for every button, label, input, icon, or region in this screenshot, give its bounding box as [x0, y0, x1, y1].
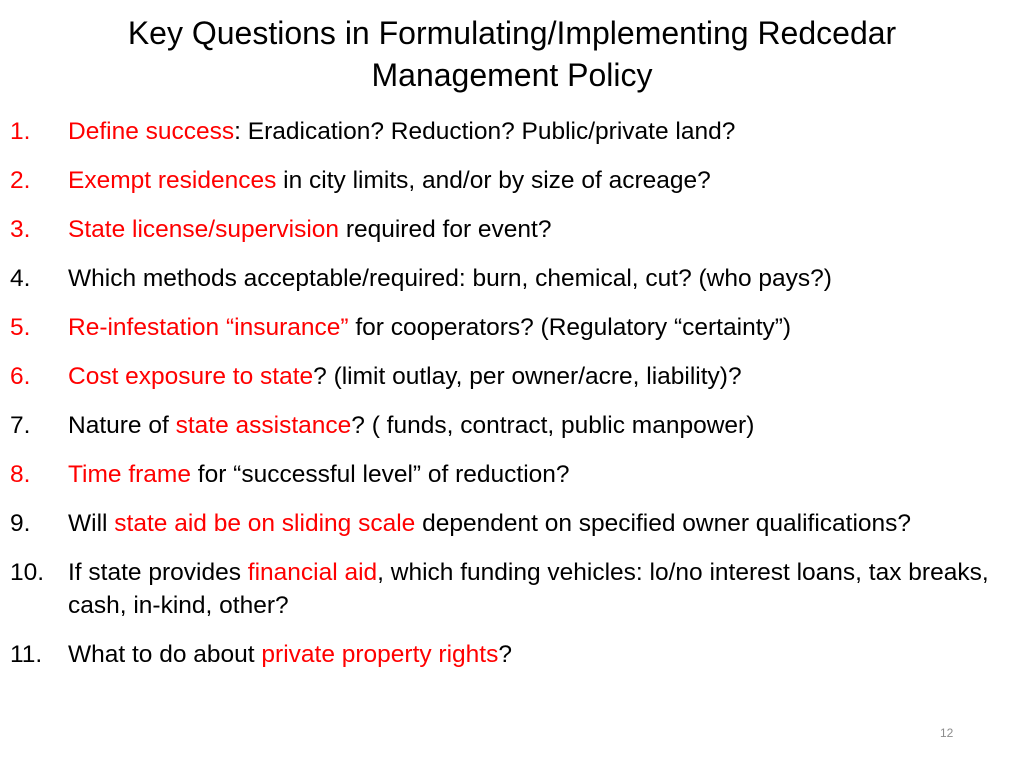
- item-text: [68, 164, 1020, 197]
- item-number: 11.: [10, 641, 43, 668]
- list-item: [10, 458, 1020, 491]
- slide-title: [40, 12, 984, 96]
- list-item: [10, 556, 1020, 622]
- item-text: [68, 409, 1020, 442]
- item-phrase: ? ( funds, contract, public manpower): [351, 412, 755, 439]
- item-phrase: for “successful level” of reduction?: [190, 461, 570, 488]
- list-item: [10, 213, 1020, 246]
- list-item: [10, 115, 1020, 148]
- highlighted-phrase: Re-infestation “insurance”: [68, 314, 349, 341]
- item-text: [68, 115, 1020, 148]
- list-item: [10, 360, 1020, 393]
- item-number: 4.: [10, 265, 31, 292]
- item-text: [68, 213, 1020, 246]
- highlighted-phrase: private property rights: [261, 641, 499, 668]
- list-item: [10, 507, 1020, 540]
- item-phrase: in city limits, and/or by size of acreage?: [276, 167, 711, 194]
- item-number: 2.: [10, 167, 31, 194]
- highlighted-phrase: state aid be on sliding scale: [114, 510, 416, 537]
- item-text: [68, 360, 1020, 393]
- list-item: [10, 164, 1020, 197]
- highlighted-phrase: Cost exposure to state: [68, 363, 314, 390]
- item-phrase: What to do about: [68, 641, 262, 668]
- highlighted-phrase: financial aid: [247, 559, 378, 586]
- item-phrase: , which funding vehicles: lo/no interest loans, tax breaks, cash, in-kind, other?: [68, 559, 989, 619]
- highlighted-phrase: Define success: [68, 118, 235, 145]
- list-item: [10, 311, 1020, 344]
- slide-number: 12: [940, 726, 954, 740]
- item-phrase: : Eradication? Reduction? Public/private land?: [234, 118, 736, 145]
- item-phrase: ?: [498, 641, 512, 668]
- item-phrase: Will: [68, 510, 115, 537]
- highlighted-phrase: Exempt residences: [68, 167, 277, 194]
- title-line-1: Key Questions in Formulating/Implementing Redcedar: [127, 15, 897, 51]
- item-number: 6.: [10, 363, 31, 390]
- item-number: 5.: [10, 314, 31, 341]
- item-number: 1.: [10, 118, 31, 145]
- item-phrase: for cooperators? (Regulatory “certainty”): [348, 314, 792, 341]
- highlighted-phrase: state assistance: [175, 412, 352, 439]
- item-number: 8.: [10, 461, 31, 488]
- item-phrase: required for event?: [339, 216, 552, 243]
- item-number: 7.: [10, 412, 31, 439]
- item-text: [68, 507, 1020, 540]
- item-phrase: ? (limit outlay, per owner/acre, liability)?: [313, 363, 742, 390]
- item-number: 3.: [10, 216, 31, 243]
- highlighted-phrase: Time frame: [68, 461, 191, 488]
- title-line-2: Management Policy: [371, 57, 653, 93]
- item-text: [68, 311, 1020, 344]
- question-list: [10, 115, 1020, 687]
- item-phrase: Which methods acceptable/required: burn, chemical, cut? (who pays?): [68, 265, 832, 292]
- list-item: [10, 409, 1020, 442]
- item-text: [68, 262, 1020, 295]
- highlighted-phrase: State license/supervision: [68, 216, 340, 243]
- item-text: [68, 458, 1020, 491]
- item-number: 9.: [10, 510, 31, 537]
- item-text: [68, 638, 1020, 671]
- item-phrase: dependent on specified owner qualifications?: [415, 510, 912, 537]
- list-item: [10, 638, 1020, 671]
- item-text: [68, 556, 1020, 622]
- item-number: 10.: [10, 559, 45, 586]
- item-phrase: Nature of: [68, 412, 176, 439]
- list-item: [10, 262, 1020, 295]
- item-phrase: If state provides: [68, 559, 248, 586]
